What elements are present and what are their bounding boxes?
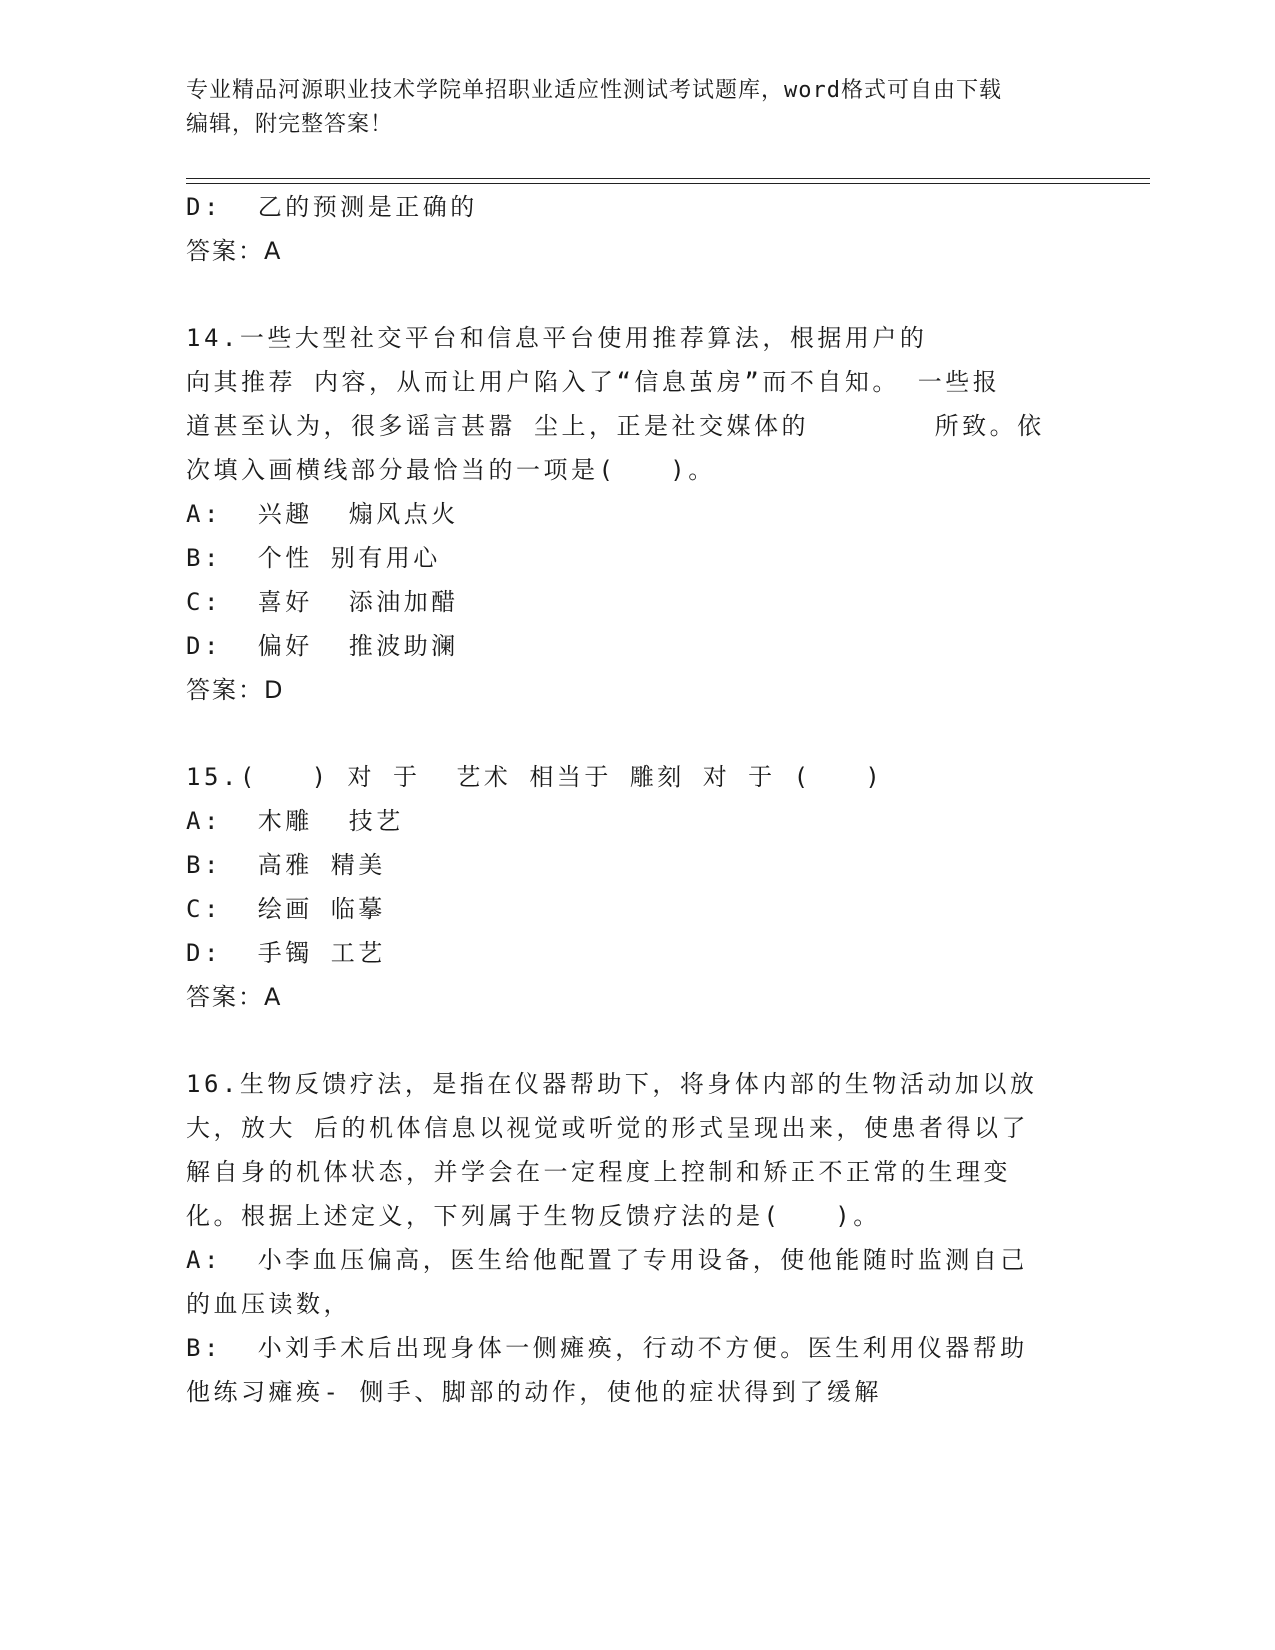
q15-answer: 答案：A (186, 983, 283, 1011)
q14-option-b: B: 个性 别有用心 (186, 544, 441, 572)
q15-option-d: D: 手镯 工艺 (186, 939, 386, 967)
q14-option-d: D: 偏好 推波助澜 (186, 632, 459, 660)
prev-option-d: D: 乙的预测是正确的 (186, 193, 478, 221)
q14-stem-line-3: 道甚至认为，很多谣言甚嚣 尘上，正是社交媒体的 所致。依 (186, 412, 1045, 440)
q14-stem-line-2: 向其推荐 内容，从而让用户陷入了“信息茧房”而不自知。 一些报 (186, 368, 1001, 396)
q16-option-b-line-1: B: 小刘手术后出现身体一侧瘫痪，行动不方便。医生利用仪器帮助 (186, 1334, 1028, 1362)
q16-option-b-line-2: 他练习瘫痪- 侧手、脚部的动作，使他的症状得到了缓解 (186, 1378, 882, 1406)
q15-option-c: C: 绘画 临摹 (186, 895, 386, 923)
q15-option-a: A: 木雕 技艺 (186, 807, 404, 835)
page-header (186, 74, 1086, 142)
prev-answer: 答案：A (186, 237, 283, 265)
q16-stem-line-2: 大，放大 后的机体信息以视觉或听觉的形式呈现出来，使患者得以了 (186, 1114, 1029, 1142)
q14-answer: 答案：D (186, 676, 285, 704)
q16-stem-line-1: 16.生物反馈疗法，是指在仪器帮助下，将身体内部的生物活动加以放 (186, 1070, 1038, 1098)
q16-stem-line-3: 解自身的机体状态，并学会在一定程度上控制和矫正不正常的生理变 (186, 1158, 1011, 1186)
q16-stem-line-4: 化。根据上述定义，下列属于生物反馈疗法的是( )。 (186, 1202, 881, 1230)
q14-option-c: C: 喜好 添油加醋 (186, 588, 459, 616)
q14-option-a: A: 兴趣 煽风点火 (186, 500, 459, 528)
header-divider-top (186, 178, 1150, 179)
header-line-1: 专业精品河源职业技术学院单招职业适应性测试考试题库，word格式可自由下载 (186, 78, 1002, 103)
header-line-2: 编辑，附完整答案！ (186, 112, 394, 137)
q14-stem-line-1: 14.一些大型社交平台和信息平台使用推荐算法，根据用户的 (186, 324, 928, 352)
q16-option-a-line-1: A: 小李血压偏高，医生给他配置了专用设备，使他能随时监测自己 (186, 1246, 1028, 1274)
q14-stem-line-4: 次填入画横线部分最恰当的一项是( )。 (186, 456, 716, 484)
header-divider-bottom (186, 183, 1150, 184)
q15-stem: 15.( ) 对 于 艺术 相当于 雕刻 对 于 ( ) (186, 763, 884, 791)
q15-option-b: B: 高雅 精美 (186, 851, 386, 879)
q16-option-a-line-2: 的血压读数， (186, 1290, 351, 1318)
